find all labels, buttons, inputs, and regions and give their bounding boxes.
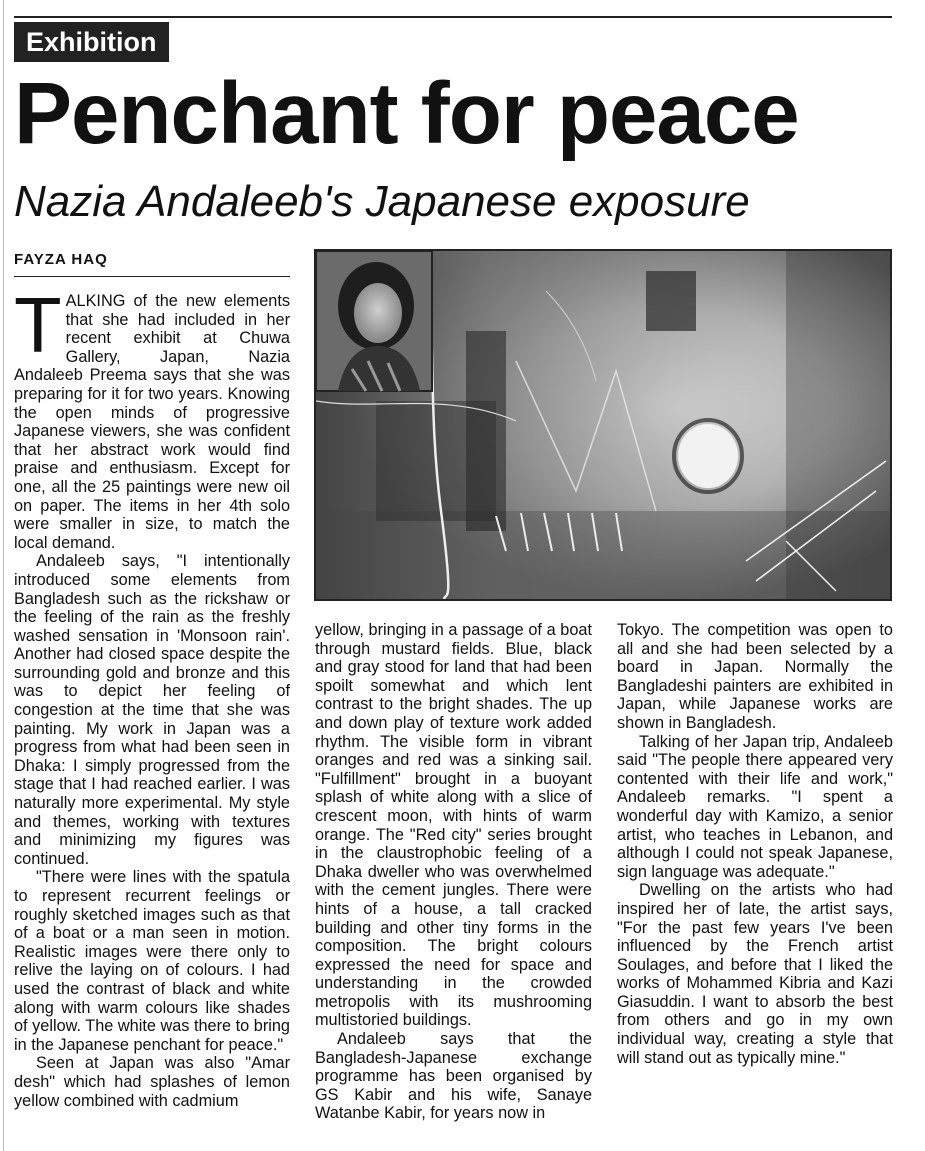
paragraph-1: [14, 281, 290, 552]
subheadline: Nazia Andaleeb's Japanese exposure: [14, 177, 750, 226]
paragraph-text: ALKING of the new elements that she had included in her recent exhibit at Chuwa Gallery, Japan, Nazia Andaleeb Preema says that she was preparing for it for two years. Knowing the open minds of progressive Japanese viewers, she was confident that her abstract work would find praise and enthusiasm. Except for one, all the 25 paintings were new oil on paper. The items in her 4th solo were smaller in size, to match the local demand.: [14, 292, 290, 552]
artist-portrait-inset: [316, 251, 432, 391]
page-edge-rule: [3, 0, 4, 1151]
top-rule: [14, 16, 892, 18]
paragraph-9: Dwelling on the artists who had inspired her of late, the artist says, "For the past few years I've been influenced by the French artist Soulages, and before that I liked the works of Mohammed Kibria and Kazi Giasuddin. I want to absorb the best from others and go in my own individual way, creating a style that will stand out as typically mine.": [617, 881, 893, 1067]
paragraph-6: Andaleeb says that the Bangladesh-Japanese exchange programme has been organised by GS Kabir and his wife, Sanaye Watanbe Kabir, for years now in: [315, 1030, 592, 1123]
article-column-3: [617, 621, 893, 1067]
paragraph-3: "There were lines with the spatula to represent recurrent feelings or roughly sketched images such as that of a boat or a man seen in motion. Realistic images were there only to relive the laying on of colours. I had used the contrast of black and white along with warm colours like shades of yellow. The white was there to bring in the Japanese penchant for peace.": [14, 868, 290, 1054]
artwork-photo: [314, 249, 892, 601]
byline: FAYZA HAQ: [14, 250, 290, 277]
section-kicker: Exhibition: [14, 22, 169, 62]
painting-illustration: [316, 251, 890, 599]
paragraph-4: Seen at Japan was also "Amar desh" which had splashes of lemon yellow combined with cadmium: [14, 1054, 290, 1110]
article-column-2: [315, 621, 592, 1123]
paragraph-8: Talking of her Japan trip, Andaleeb said "The people there appeared very contented with their life and work," Andaleeb remarks. "I spent a wonderful day with Kamizo, a senior artist, who teaches in Lebanon, and although I could not speak Japanese, sign language was adequate.": [617, 732, 893, 881]
drop-cap: T: [14, 281, 62, 369]
article-column-1: [14, 281, 290, 1110]
paragraph-7: Tokyo. The competition was open to all and she had been selected by a board in Japan. Normally the Bangladeshi painters are exhibited in Japan, while Japanese works are shown in Bangladesh.: [617, 621, 893, 732]
paragraph-2: Andaleeb says, "I intentionally introduced some elements from Bangladesh such as the rickshaw or the feeling of the rain as the freshly washed sensation in 'Monsoon rain'. Another had closed space despite the surrounding gold and bronze and this was to depict her feeling of congestion at the time that she was painting. My work in Japan was a progress from what had been seen in Dhaka: I simply progressed from the stage that I had reached earlier. I was naturally more experimental. My style and themes, working with textures and minimizing my figures was continued.: [14, 552, 290, 868]
paragraph-5: yellow, bringing in a passage of a boat through mustard fields. Blue, black and gray stood for land that had been spoilt somewhat and which lent contrast to the bright shades. The up and down play of texture work added rhythm. The visible form in vibrant oranges and red was a sinking sail. "Fulfillment" brought in a buoyant splash of white along with a slice of crescent moon, with hints of warm orange. The "Red city" series brought in the claustrophobic feeling of a Dhaka dweller who was overwhelmed with the cement jungles. There were hints of a house, a tall cracked building and other tiny forms in the composition. The bright colours expressed the need for space and understanding in the crowded metropolis with its mushrooming multistoried buildings.: [315, 621, 592, 1030]
headline: Penchant for peace: [14, 65, 799, 162]
